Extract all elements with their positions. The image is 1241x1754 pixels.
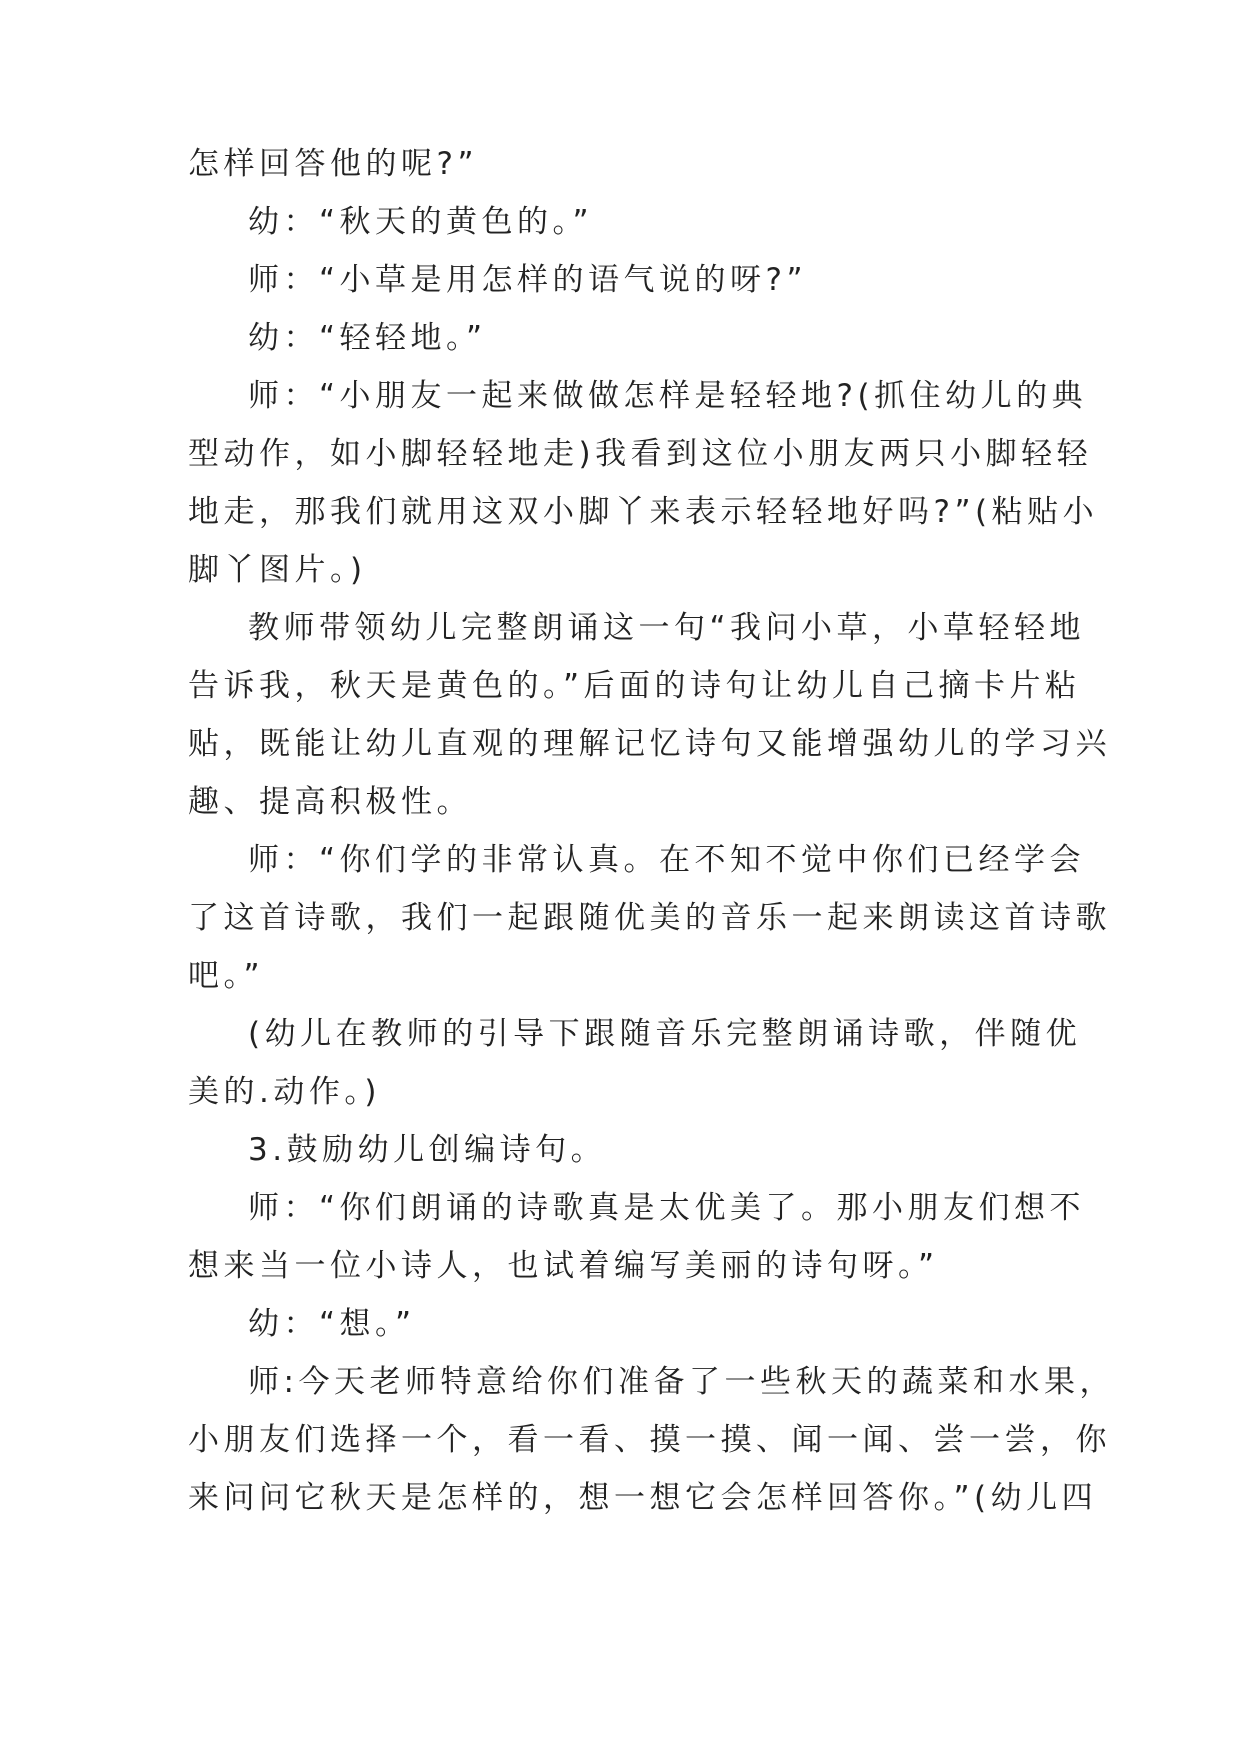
section-heading: 3.鼓励幼儿创编诗句。 [248,1132,607,1168]
text-line: (幼儿在教师的引导下跟随音乐完整朗诵诗歌，伴随优 [248,1016,1082,1052]
text-line: 幼：“轻轻地。” [248,320,487,356]
text-line: 趣、提高积极性。 [188,784,472,820]
text-line: 吧。” [188,958,265,994]
text-line: 师：“小草是用怎样的语气说的呀?” [248,262,808,298]
text-line: 幼：“秋天的黄色的。” [248,204,594,240]
text-line: 想来当一位小诗人，也试着编写美丽的诗句呀。” [188,1248,939,1284]
text-line: 告诉我，秋天是黄色的。”后面的诗句让幼儿自己摘卡片粘 [188,668,1081,704]
text-line: 师：“你们朗诵的诗歌真是太优美了。那小朋友们想不 [248,1190,1086,1226]
text-line: 贴，既能让幼儿直观的理解记忆诗句又能增强幼儿的学习兴 [188,726,1111,762]
text-line: 教师带领幼儿完整朗诵这一句“我问小草，小草轻轻地 [248,610,1086,646]
text-line: 幼：“想。” [248,1306,416,1342]
text-line: 师：“你们学的非常认真。在不知不觉中你们已经学会 [248,842,1086,878]
text-line: 师:今天老师特意给你们准备了一些秋天的蔬菜和水果， [248,1364,1115,1400]
text-line: 怎样回答他的呢?” [188,146,479,182]
text-line: 美的.动作。) [188,1074,381,1110]
text-line: 脚丫图片。) [188,552,367,588]
text-line: 地走，那我们就用这双小脚丫来表示轻轻地好吗?”(粘贴小 [188,494,1099,530]
text-line: 小朋友们选择一个，看一看、摸一摸、闻一闻、尝一尝，你 [188,1422,1111,1458]
text-line: 来问问它秋天是怎样的，想一想它会怎样回答你。”(幼儿四 [188,1480,1098,1516]
text-line: 了这首诗歌，我们一起跟随优美的音乐一起来朗读这首诗歌 [188,900,1111,936]
text-line: 型动作，如小脚轻轻地走)我看到这位小朋友两只小脚轻轻 [188,436,1093,472]
text-line: 师：“小朋友一起来做做怎样是轻轻地?(抓住幼儿的典 [248,378,1088,414]
